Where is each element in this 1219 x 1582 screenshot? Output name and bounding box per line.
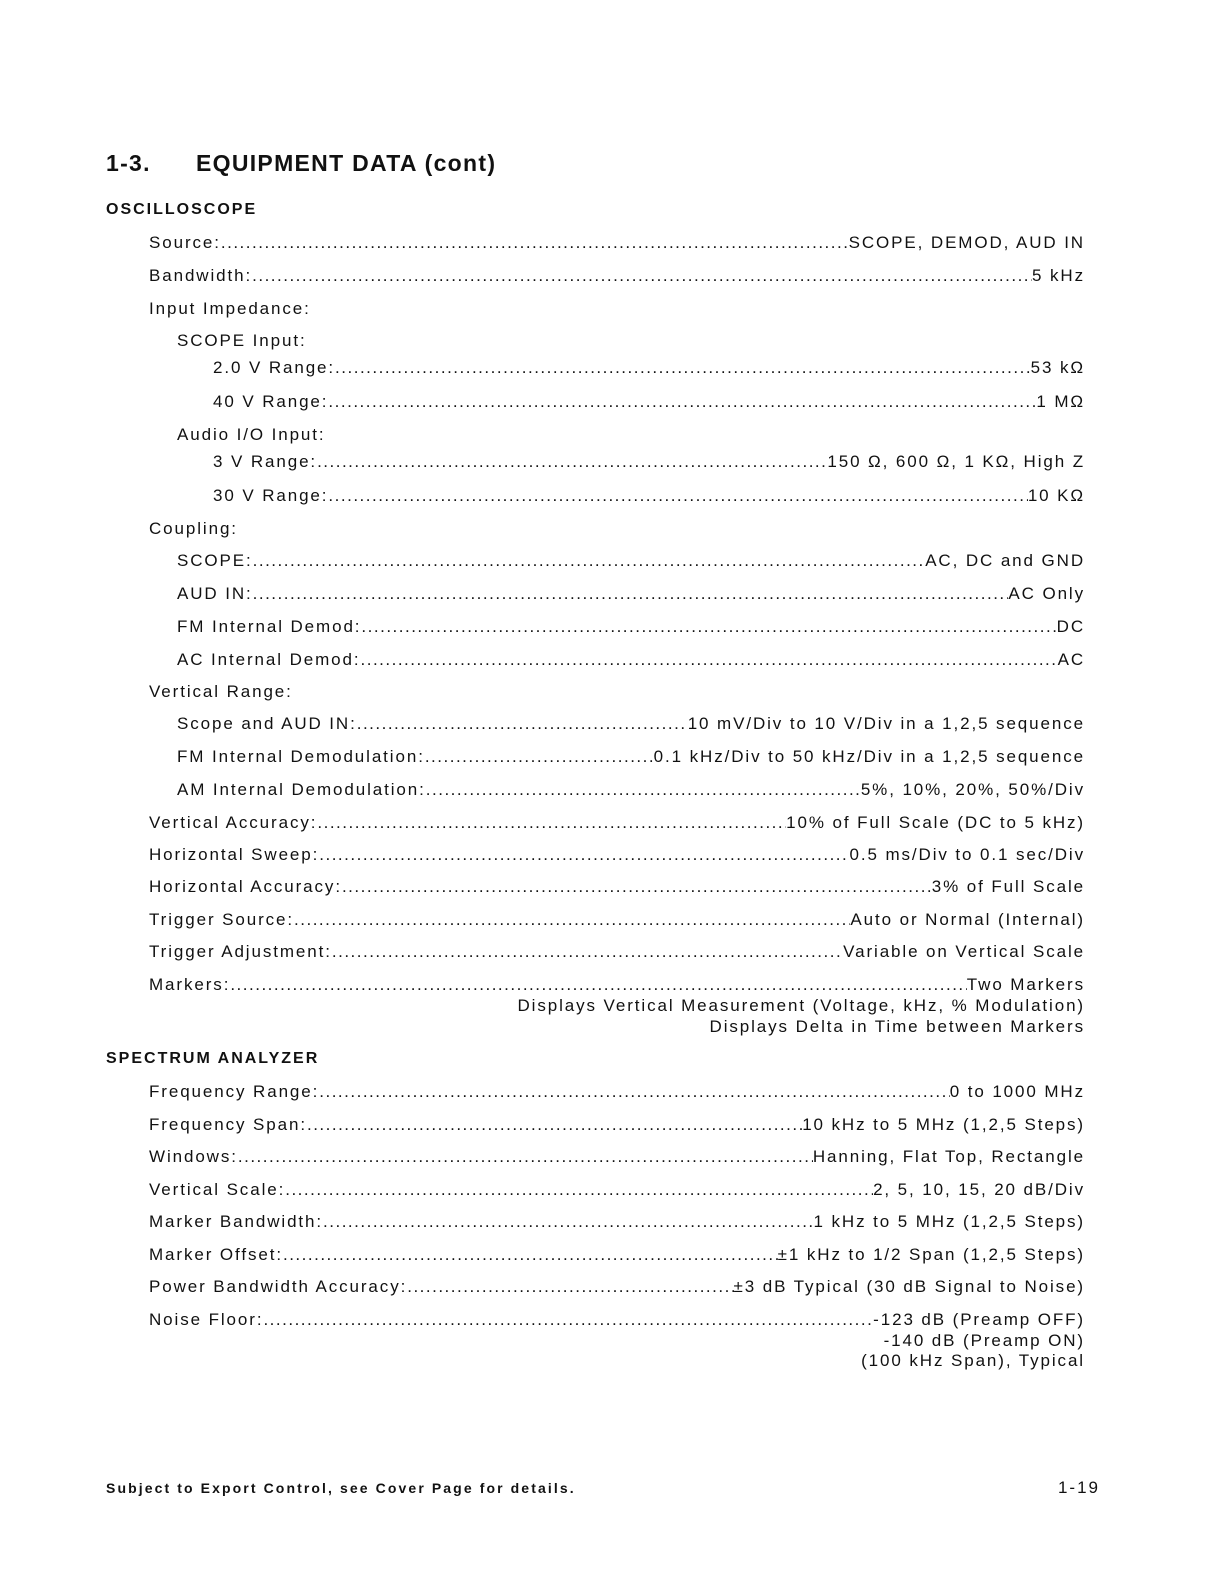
spec-row-noise-floor — [149, 1310, 1085, 1332]
dot-leader — [361, 617, 1056, 637]
spec-row-audio-30v-range — [213, 486, 1085, 508]
dot-leader — [323, 1212, 814, 1232]
spec-label: Marker Offset: — [149, 1245, 283, 1264]
dot-leader — [332, 942, 843, 962]
spec-value: 5 kHz — [1032, 266, 1085, 285]
spec-value: SCOPE, DEMOD, AUD IN — [848, 233, 1085, 252]
spec-value: 10 KΩ — [1027, 486, 1085, 505]
subheading-input-impedance: Input Impedance: — [149, 299, 311, 318]
spec-value: Auto or Normal (Internal) — [850, 910, 1085, 929]
spec-row-vertical-scale — [149, 1180, 1085, 1202]
spec-value: 2, 5, 10, 15, 20 dB/Div — [873, 1180, 1085, 1199]
spec-label: AC Internal Demod: — [177, 650, 361, 669]
spec-value: 3% of Full Scale — [931, 877, 1085, 896]
spec-label: 40 V Range: — [213, 392, 329, 411]
spec-value: AC, DC and GND — [925, 551, 1085, 570]
spec-row-audio-3v-range — [213, 452, 1085, 474]
page-number: 1-19 — [1057, 1478, 1100, 1497]
spec-row-vr-scope-aud-in — [177, 714, 1085, 736]
spec-row-coupling-aud-in — [177, 584, 1085, 606]
spec-value: 0.1 kHz/Div to 50 kHz/Div in a 1,2,5 sequence — [653, 747, 1085, 766]
dot-leader — [426, 780, 861, 800]
spec-label: FM Internal Demodulation: — [177, 747, 425, 766]
spec-value: 0.5 ms/Div to 0.1 sec/Div — [849, 845, 1085, 864]
spec-label: AUD IN: — [177, 584, 253, 603]
spec-row-bandwidth — [149, 266, 1085, 288]
spec-row-marker-bandwidth — [149, 1212, 1085, 1234]
dot-leader — [328, 392, 1036, 412]
spec-label: Trigger Source: — [149, 910, 295, 929]
spec-row-trigger-adjustment — [149, 942, 1085, 964]
dot-leader — [230, 975, 966, 995]
spec-row-horizontal-sweep — [149, 845, 1085, 867]
subheading-audio-input: Audio I/O Input: — [177, 425, 326, 444]
dot-leader — [253, 551, 926, 571]
spec-label: 3 V Range: — [213, 452, 318, 471]
spec-value: 10% of Full Scale (DC to 5 kHz) — [786, 813, 1085, 832]
spec-row-vr-am-demod — [177, 780, 1085, 802]
section-title: EQUIPMENT DATA (cont) — [196, 150, 497, 176]
spec-row-coupling-fm-demod — [177, 617, 1085, 639]
dot-leader — [328, 486, 1027, 506]
spec-label: Horizontal Sweep: — [149, 845, 320, 864]
dot-leader — [361, 650, 1058, 670]
spec-label: 2.0 V Range: — [213, 358, 336, 377]
spec-value: 10 kHz to 5 MHz (1,2,5 Steps) — [802, 1115, 1085, 1134]
oscilloscope-heading: OSCILLOSCOPE — [106, 201, 258, 218]
spec-value: Two Markers — [966, 975, 1085, 994]
export-control-notice: Subject to Export Control, see Cover Page for details. — [106, 1480, 576, 1496]
dot-leader — [263, 1310, 873, 1330]
spec-value: Hanning, Flat Top, Rectangle — [812, 1147, 1085, 1166]
spec-row-markers — [149, 975, 1085, 997]
dot-leader — [317, 813, 786, 833]
dot-leader — [252, 266, 1032, 286]
dot-leader — [425, 747, 654, 767]
spec-label: Scope and AUD IN: — [177, 714, 357, 733]
spec-row-power-bandwidth-accuracy — [149, 1277, 1085, 1299]
spec-label: Frequency Range: — [149, 1082, 320, 1101]
spec-value: Variable on Vertical Scale — [843, 942, 1085, 961]
markers-detail-line: Displays Vertical Measurement (Voltage, kHz, % Modulation) — [517, 996, 1085, 1015]
spec-value: 0 to 1000 MHz — [949, 1082, 1085, 1101]
spec-value: 150 Ω, 600 Ω, 1 KΩ, High Z — [827, 452, 1085, 471]
spec-label: Vertical Accuracy: — [149, 813, 318, 832]
spec-label: Frequency Span: — [149, 1115, 307, 1134]
spec-row-trigger-source — [149, 910, 1085, 932]
spec-label: Markers: — [149, 975, 231, 994]
spec-value: -123 dB (Preamp OFF) — [873, 1310, 1085, 1329]
dot-leader — [342, 877, 932, 897]
subheading-vertical-range: Vertical Range: — [149, 682, 293, 701]
noise-floor-detail-line: (100 kHz Span), Typical — [861, 1351, 1085, 1370]
dot-leader — [357, 714, 688, 734]
dot-leader — [221, 233, 849, 253]
spec-value: ±1 kHz to 1/2 Span (1,2,5 Steps) — [777, 1245, 1085, 1264]
spec-value: 53 kΩ — [1030, 358, 1085, 377]
spec-label: AM Internal Demodulation: — [177, 780, 426, 799]
spec-label: Trigger Adjustment: — [149, 942, 332, 961]
spec-value: AC Only — [1008, 584, 1085, 603]
spec-row-coupling-ac-demod — [177, 650, 1085, 672]
spec-value: ±3 dB Typical (30 dB Signal to Noise) — [733, 1277, 1085, 1296]
dot-leader — [238, 1147, 813, 1167]
spec-value: DC — [1056, 617, 1085, 636]
spec-label: Horizontal Accuracy: — [149, 877, 342, 896]
page-title — [106, 150, 496, 177]
spec-value: 1 kHz to 5 MHz (1,2,5 Steps) — [813, 1212, 1085, 1231]
spec-row-source — [149, 233, 1085, 255]
dot-leader — [285, 1180, 873, 1200]
spec-row-vr-fm-demod — [177, 747, 1085, 769]
dot-leader — [253, 584, 1009, 604]
dot-leader — [407, 1277, 733, 1297]
dot-leader — [283, 1245, 778, 1265]
spec-label: Windows: — [149, 1147, 238, 1166]
spec-row-vertical-accuracy — [149, 813, 1085, 835]
subheading-scope-input: SCOPE Input: — [177, 331, 307, 350]
spec-value: 5%, 10%, 20%, 50%/Div — [860, 780, 1085, 799]
spec-label: 30 V Range: — [213, 486, 329, 505]
spec-row-coupling-scope — [177, 551, 1085, 573]
spec-value: 1 MΩ — [1036, 392, 1085, 411]
noise-floor-detail-line: -140 dB (Preamp ON) — [883, 1331, 1085, 1350]
subheading-coupling: Coupling: — [149, 519, 238, 538]
dot-leader — [335, 358, 1031, 378]
spec-label: SCOPE: — [177, 551, 253, 570]
spec-label: Marker Bandwidth: — [149, 1212, 324, 1231]
spectrum-analyzer-heading: SPECTRUM ANALYZER — [106, 1050, 320, 1067]
spec-row-scope-40v-range — [213, 392, 1085, 414]
spec-label: Noise Floor: — [149, 1310, 264, 1329]
spec-label: Source: — [149, 233, 221, 252]
dot-leader — [294, 910, 850, 930]
spec-value: AC — [1057, 650, 1085, 669]
markers-detail-line: Displays Delta in Time between Markers — [709, 1017, 1085, 1036]
spec-row-horizontal-accuracy — [149, 877, 1085, 899]
section-number: 1-3. — [106, 150, 151, 176]
spec-row-frequency-range — [149, 1082, 1085, 1104]
spec-value: 10 mV/Div to 10 V/Div in a 1,2,5 sequence — [687, 714, 1085, 733]
dot-leader — [317, 452, 827, 472]
spec-label: FM Internal Demod: — [177, 617, 362, 636]
dot-leader — [319, 845, 849, 865]
dot-leader — [307, 1115, 802, 1135]
spec-label: Bandwidth: — [149, 266, 253, 285]
spec-row-frequency-span — [149, 1115, 1085, 1137]
dot-leader — [319, 1082, 949, 1102]
spec-row-marker-offset — [149, 1245, 1085, 1267]
spec-label: Vertical Scale: — [149, 1180, 286, 1199]
spec-label: Power Bandwidth Accuracy: — [149, 1277, 408, 1296]
spec-row-windows — [149, 1147, 1085, 1169]
spec-row-scope-2v-range — [213, 358, 1085, 380]
